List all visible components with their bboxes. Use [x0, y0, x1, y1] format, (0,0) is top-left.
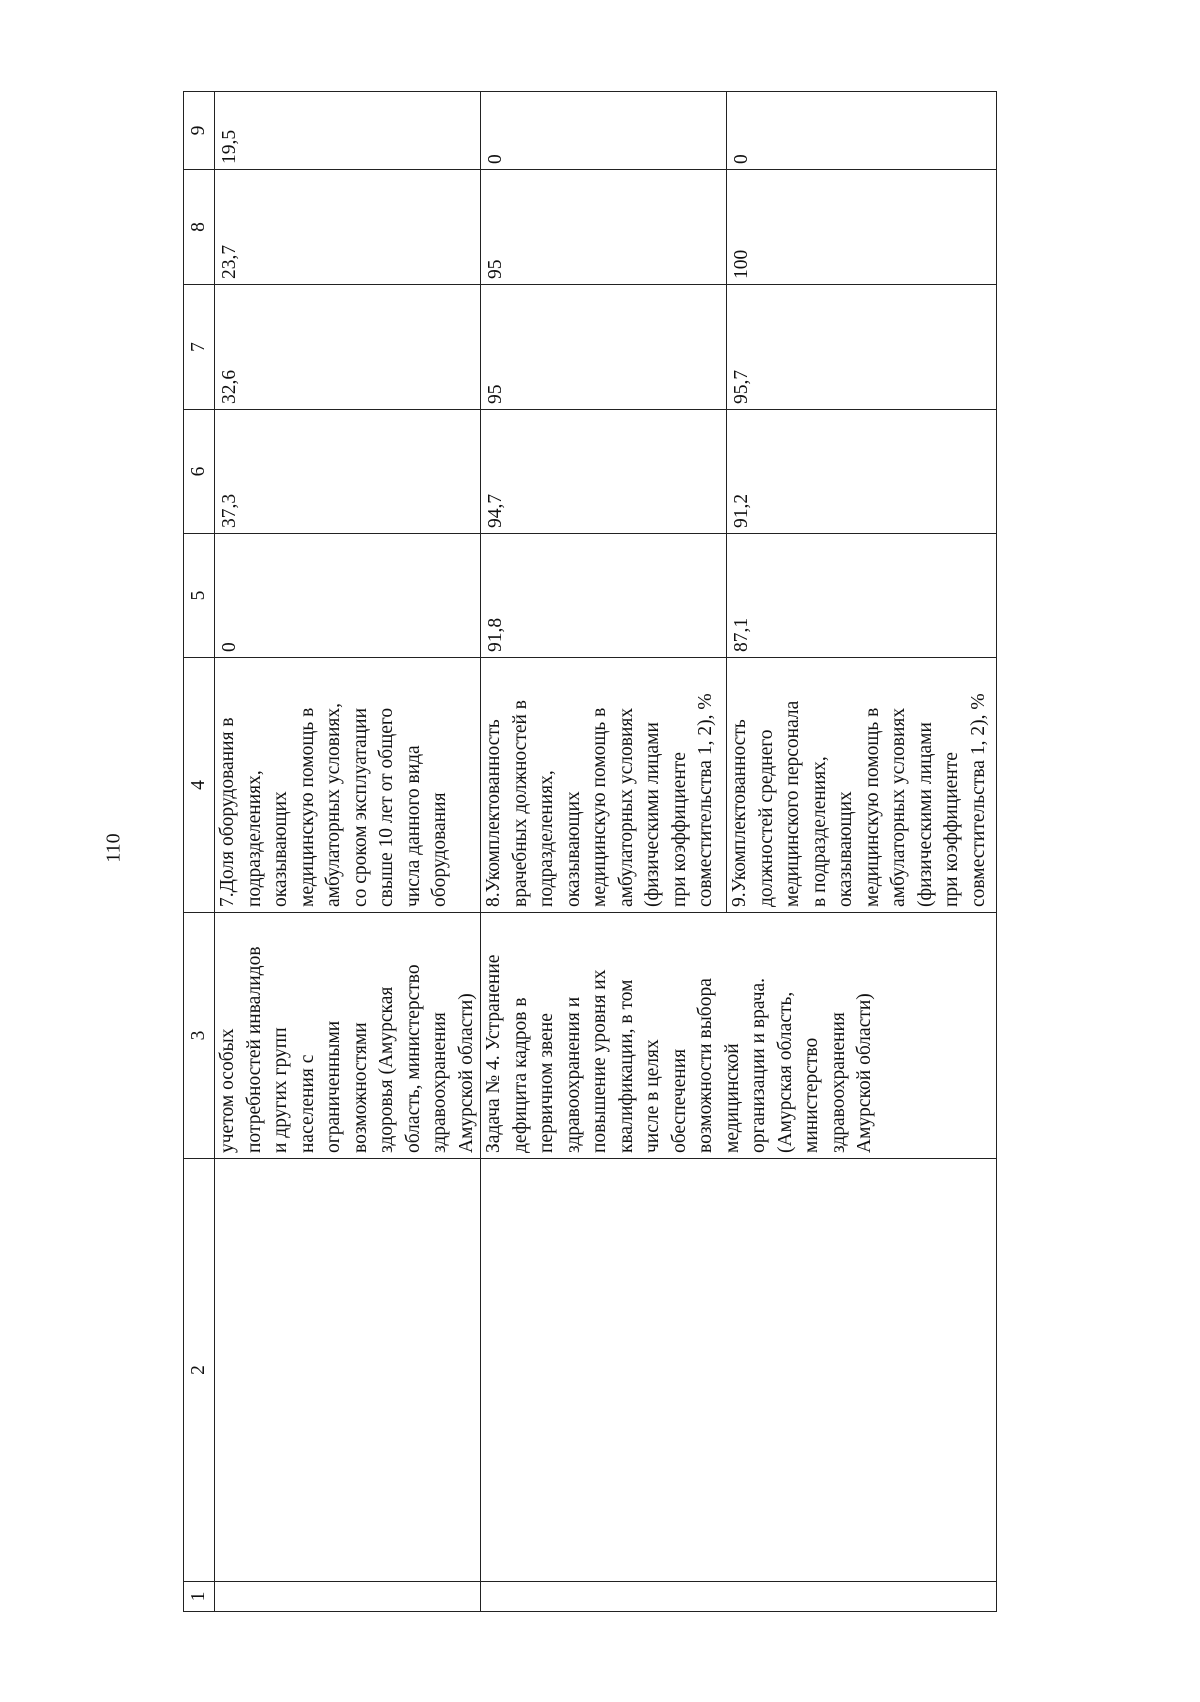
- page-number: 110: [102, 833, 125, 863]
- row2-indicator: 8.Укомплектованность врачебных должностей в подразделениях, оказывающих медицинскую помощь в амбулаторных условиях (физическими лицами при коэффициенте совместительства 1, 2), %: [481, 658, 727, 913]
- row1-col5: 0: [215, 534, 481, 658]
- row2-goal: Задача № 4. Устранение дефицита кадров в первичном звене здравоохранения и повышение уровня их квалификации, в том числе в целях обеспечения возможности выбора медицинской организации и врача. (Амурская область, министерство здравоохранения Амурской области): [481, 913, 997, 1159]
- table-row: [215, 92, 481, 1612]
- row1-col2: [215, 1159, 481, 1582]
- row3-col7: 95,7: [727, 285, 997, 410]
- header-cell-6: 6: [184, 410, 215, 534]
- header-cell-5: 5: [184, 534, 215, 658]
- row2-col9: 0: [481, 92, 727, 170]
- row1-col9: 19,5: [215, 92, 481, 170]
- header-cell-4: 4: [184, 658, 215, 913]
- row1-col6: 37,3: [215, 410, 481, 534]
- header-cell-3: 3: [184, 913, 215, 1159]
- row2-col1: [481, 1582, 997, 1612]
- row1-col1: [215, 1582, 481, 1612]
- row1-col8: 23,7: [215, 170, 481, 285]
- row2-col2: [481, 1159, 997, 1582]
- row1-goal: учетом особых потребностей инвалидов и других групп населения с ограниченными возможностями здоровья (Амурская область, министерство здравоохранения Амурской области): [215, 913, 481, 1159]
- row3-col9: 0: [727, 92, 997, 170]
- data-table: [183, 91, 997, 1612]
- header-cell-1: 1: [184, 1582, 215, 1612]
- row3-indicator: 9.Укомплектованность должностей среднего медицинского персонала в подразделениях, оказывающих медицинскую помощь в амбулаторных условиях (физическими лицами при коэффициенте совместительства 1, 2), %: [727, 658, 997, 913]
- table-row: [481, 92, 727, 1612]
- header-cell-2: 2: [184, 1159, 215, 1582]
- row2-col8: 95: [481, 170, 727, 285]
- rotated-table-container: [183, 92, 1043, 1612]
- header-cell-8: 8: [184, 170, 215, 285]
- row2-col5: 91,8: [481, 534, 727, 658]
- header-cell-9: 9: [184, 92, 215, 170]
- header-cell-7: 7: [184, 285, 215, 410]
- row3-col8: 100: [727, 170, 997, 285]
- row3-col6: 91,2: [727, 410, 997, 534]
- row3-col5: 87,1: [727, 534, 997, 658]
- row2-col7: 95: [481, 285, 727, 410]
- row1-col7: 32,6: [215, 285, 481, 410]
- row2-col6: 94,7: [481, 410, 727, 534]
- row1-indicator: 7.Доля оборудования в подразделениях, оказывающих медицинскую помощь в амбулаторных условиях, со сроком эксплуатации свыше 10 лет от общего числа данного вида оборудования: [215, 658, 481, 913]
- header-row: [184, 92, 215, 1612]
